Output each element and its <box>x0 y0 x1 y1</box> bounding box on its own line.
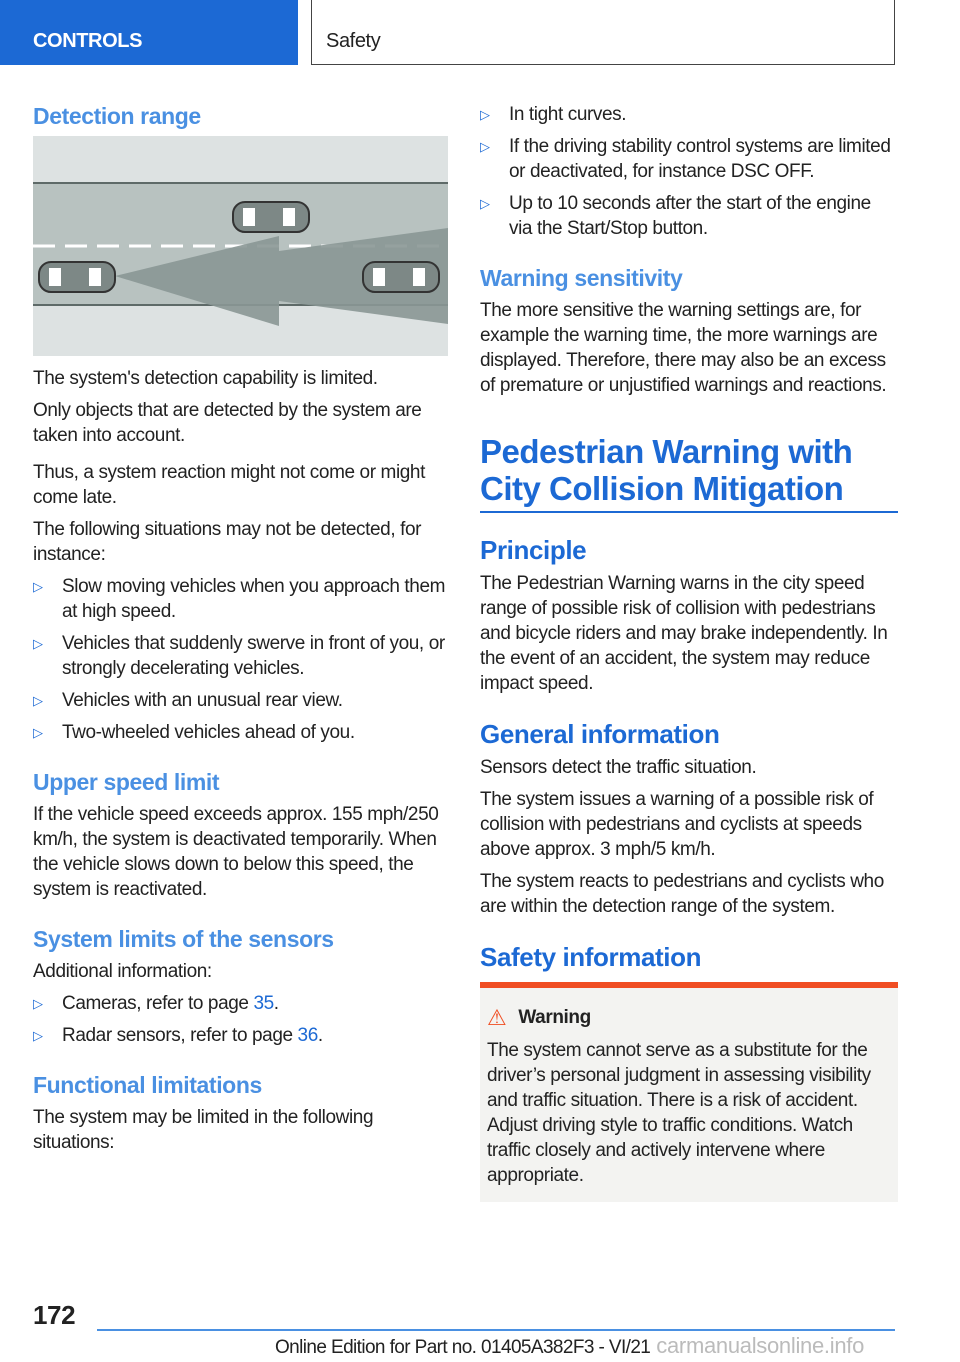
car-icon <box>363 262 439 292</box>
paragraph: Sensors detect the traffic situation. <box>480 757 757 778</box>
heading-general-information: General information <box>480 719 720 749</box>
paragraph: Thus, a system reaction might not come or might come late. <box>33 462 425 508</box>
list-item: ▷ Vehicles that suddenly swerve in front of you, or strongly decelerating vehicles. <box>33 631 448 681</box>
section-tab[interactable]: CONTROLS <box>0 0 298 65</box>
list-item: ▷ Vehicles with an unusual rear view. <box>33 688 448 713</box>
detection-range-figure <box>33 136 448 356</box>
list-text: Cameras, refer to page <box>62 993 254 1014</box>
page-number: 172 <box>33 1300 76 1330</box>
heading-upper-speed-limit: Upper speed limit <box>33 769 220 795</box>
paragraph: The following situations may not be detected, for instance: <box>33 519 422 565</box>
punctuation: . <box>273 993 279 1014</box>
paragraph: The system may be limited in the following situations: <box>33 1107 374 1153</box>
paragraph: Only objects that are detected by the system are taken into account. <box>33 400 422 446</box>
list-item <box>33 991 448 1016</box>
warning-label: Warning <box>518 1007 591 1028</box>
car-icon <box>233 202 309 232</box>
paragraph: Additional information: <box>33 961 212 982</box>
heading-detection-range: Detection range <box>33 103 201 129</box>
page-link[interactable]: 36 <box>297 1025 318 1046</box>
list-item: ▷ If the driving stability control systems are limited or deactivated, for instance DSC OFF. <box>480 134 898 184</box>
edition-text: Online Edition for Part no. 01405A382F3 - VI/21 <box>275 1337 651 1358</box>
watermark: carmanualsonline.info <box>656 1333 864 1358</box>
car-icon <box>39 262 115 292</box>
list-text: Radar sensors, refer to page <box>62 1025 298 1046</box>
paragraph: If the vehicle speed exceeds approx. 155 mph/250 km/h, the system is deactivated temporarily. When the vehicle slows down to below this speed, the system is reactivated. <box>33 804 439 900</box>
heading-functional-limitations: Functional limitations <box>33 1072 262 1098</box>
left-column <box>33 102 448 1162</box>
paragraph: The system reacts to pedestrians and cyclists who are within the detection range of the system. <box>480 871 884 917</box>
paragraph: The Pedestrian Warning warns in the city speed range of possible risk of collision with pedestrians and bicycle riders and may brake independently. In the event of an accident, the system may reduce impact speed. <box>480 573 888 694</box>
punctuation: . <box>317 1025 323 1046</box>
footer-rule <box>97 1329 895 1331</box>
chapter-tab[interactable]: Safety <box>311 0 895 65</box>
heading-warning-sensitivity: Warning sensitivity <box>480 265 683 291</box>
paragraph: The system's detection capability is limited. <box>33 368 378 389</box>
page-link[interactable]: 35 <box>253 993 274 1014</box>
heading-principle: Principle <box>480 535 587 565</box>
paragraph: The system issues a warning of a possible risk of collision with pedestrians and cyclists at speeds above approx. 3 mph/5 km/h. <box>480 789 874 860</box>
list-item <box>33 1023 448 1048</box>
list-item: ▷ Two-wheeled vehicles ahead of you. <box>33 720 448 745</box>
heading-system-limits: System limits of the sensors <box>33 926 334 952</box>
footer <box>275 1333 864 1359</box>
heading-safety-information: Safety information <box>480 942 702 972</box>
paragraph: The more sensitive the warning settings are, for example the warning time, the more warnings are displayed. Therefore, there may also be an excess of premature or unjustified warnings and reactions. <box>480 300 887 396</box>
warning-triangle-icon: ⚠ <box>487 1005 507 1030</box>
warning-text: The system cannot serve as a substitute for the driver’s personal judgment in assessing visibility and traffic situation. There is a risk of accident. Adjust driving style to traffic conditions. Watch traffic closely and actively intervene where appropriate. <box>487 1040 871 1186</box>
list-item: ▷ Up to 10 seconds after the start of the engine via the Start/Stop button. <box>480 191 898 241</box>
page-title: Pedestrian Warning with City Collision Mitigation <box>480 433 898 513</box>
list-item: ▷ Slow moving vehicles when you approach them at high speed. <box>33 574 448 624</box>
list-item: ▷ In tight curves. <box>480 102 898 127</box>
warning-box <box>480 982 898 1202</box>
right-column <box>480 102 898 1202</box>
